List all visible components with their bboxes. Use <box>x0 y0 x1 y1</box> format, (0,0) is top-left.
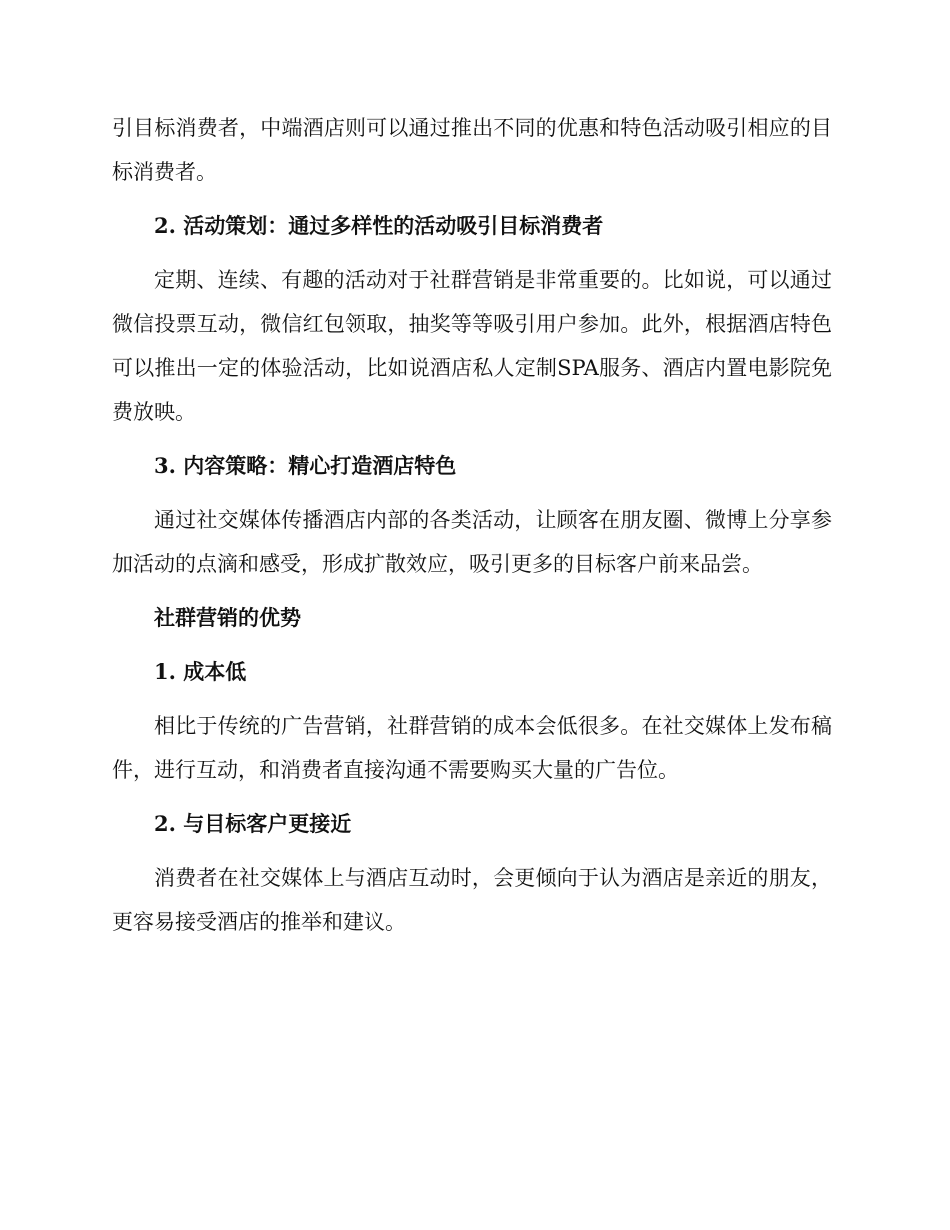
body-paragraph: 通过社交媒体传播酒店内部的各类活动，让顾客在朋友圈、微博上分享参加活动的点滴和感受，形成扩散效应，吸引更多的目标客户前来品尝。 <box>112 508 832 576</box>
body-paragraph: 引目标消费者，中端酒店则可以通过推出不同的优惠和特色活动吸引相应的目标消费者。 <box>112 116 832 184</box>
subsection-heading: 2. 与目标客户更接近 <box>154 811 352 836</box>
section-heading: 社群营销的优势 <box>154 605 301 630</box>
document-body <box>112 106 832 954</box>
section-heading: 2. 活动策划：通过多样性的活动吸引目标消费者 <box>154 213 604 238</box>
section-heading: 3. 内容策略：精心打造酒店特色 <box>154 453 457 478</box>
body-paragraph: 消费者在社交媒体上与酒店互动时，会更倾向于认为酒店是亲近的朋友，更容易接受酒店的推举和建议。 <box>112 866 832 934</box>
body-paragraph: 定期、连续、有趣的活动对于社群营销是非常重要的。比如说，可以通过微信投票互动，微信红包领取，抽奖等等吸引用户参加。此外，根据酒店特色可以推出一定的体验活动，比如说酒店私人定制SPA服务、酒店内置电影院免费放映。 <box>112 268 832 424</box>
body-paragraph: 相比于传统的广告营销，社群营销的成本会低很多。在社交媒体上发布稿件，进行互动，和消费者直接沟通不需要购买大量的广告位。 <box>112 714 832 782</box>
subsection-heading: 1. 成本低 <box>154 659 247 684</box>
